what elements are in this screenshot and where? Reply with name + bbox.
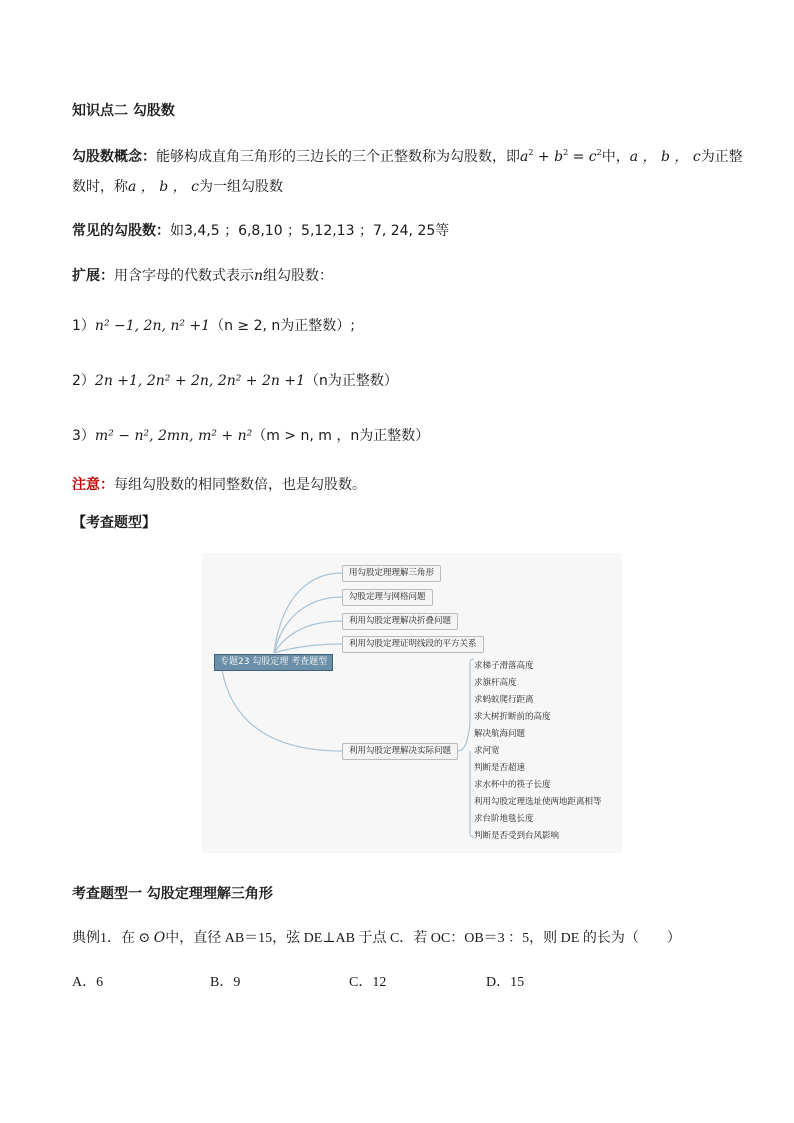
mindmap-leaf-4: 求大树折断前的高度 [474, 712, 551, 722]
concept-line2-b: 为一组勾股数 [198, 179, 283, 195]
formula-1-expr: n² −1, 2n, n² +1 [94, 318, 211, 334]
example-1-option-d: D．15 [486, 975, 525, 990]
concept-text-a: 能够构成直角三角形的三边长的三个正整数称为勾股数，即 [156, 149, 520, 165]
mindmap-leaf-2: 求旗杆高度 [474, 678, 517, 688]
concept-line-2 [72, 177, 283, 197]
type1-title: 考查题型一 勾股定理理解三角形 [72, 886, 273, 902]
extension-text-b: 组勾股数： [263, 268, 334, 284]
extension-label: 扩展： [72, 268, 114, 284]
common-label: 常见的勾股数： [72, 223, 170, 239]
concept-equation: $a^2 + b^2 = c^2$ [520, 148, 602, 165]
concept-line-1 [72, 147, 743, 167]
note-text: 每组勾股数的相同整数倍，也是勾股数。 [114, 477, 366, 493]
example-1-text-b: 中，直径 AB＝15，弦 DE⊥AB 于点 C．若 OC：OB＝3 ：5，则 DE 的长为（ ） [165, 931, 681, 946]
mindmap-diagram [202, 553, 622, 853]
example-1-option-c: C．12 [349, 975, 387, 990]
concept-label: 勾股数概念： [72, 149, 156, 165]
common-line [72, 221, 449, 241]
extension-text-a: 用含字母的代数式表示 [114, 268, 254, 284]
concept-text-b: 中， [601, 149, 630, 165]
concept-vars-1: a ， b ， c [629, 149, 701, 165]
formula-1-cond: （n ≥ 2, n为正整数）; [210, 318, 355, 334]
formula-3-cond: （m > n, m ，n为正整数） [252, 428, 430, 444]
example-1-var-o: O [153, 930, 166, 946]
mindmap-leaf-7: 判断是否超速 [474, 763, 526, 773]
formula-2-num: 2） [72, 373, 95, 389]
mindmap-branch-5: 利用勾股定理解决实际问题 [342, 743, 458, 760]
mindmap-leaf-3: 求蚂蚁爬行距离 [474, 695, 534, 705]
example-1-question [72, 928, 681, 949]
formula-2-expr: 2n +1, 2n² + 2n, 2n² + 2n +1 [94, 373, 306, 389]
note-label: 注意： [72, 477, 114, 493]
mindmap-branch-3: 利用勾股定理解决折叠问题 [342, 613, 458, 630]
concept-line2-a: 数时，称 [72, 179, 128, 195]
mindmap-leaf-11: 判断是否受到台风影响 [474, 831, 560, 841]
extension-var-n: n [254, 268, 264, 284]
mindmap-leaf-5: 解决航海问题 [474, 729, 526, 739]
connector-branch-3 [274, 621, 342, 653]
mindmap-branch-4: 利用勾股定理证明线段的平方关系 [342, 636, 484, 653]
formula-2 [72, 371, 398, 391]
example-1-option-b: B．9 [210, 975, 241, 990]
concept-vars-2: a ， b ， c [128, 179, 199, 195]
connector-branch-4 [274, 644, 342, 653]
formula-2-cond: （n为正整数） [305, 373, 398, 389]
example-1-text-a: 典例1．在 ⊙ [72, 931, 154, 946]
connector-branch-5 [222, 670, 342, 751]
exam-types-heading: 【考查题型】 [72, 515, 156, 531]
connector-leaves [458, 659, 474, 837]
formula-1 [72, 316, 355, 336]
section-title: 知识点二 勾股数 [72, 103, 175, 119]
note-line [72, 475, 366, 495]
formula-1-num: 1） [72, 318, 95, 334]
mindmap-leaf-1: 求梯子滑落高度 [474, 661, 534, 671]
mindmap-root: 专题23 勾股定理 考查题型 [214, 654, 333, 671]
mindmap-branch-2: 勾股定理与网格问题 [342, 589, 433, 606]
formula-3-num: 3） [72, 428, 95, 444]
mindmap-branch-1: 用勾股定理理解三角形 [342, 565, 441, 582]
formula-3 [72, 426, 429, 446]
concept-text-c: 为正整 [700, 149, 743, 165]
mindmap-leaf-10: 求台阶地毯长度 [474, 814, 534, 824]
mindmap-leaf-9: 利用勾股定理选址使两地距离相等 [474, 797, 602, 807]
formula-3-expr: m² − n², 2mn, m² + n² [94, 428, 253, 444]
example-1-option-a: A．6 [72, 975, 104, 990]
extension-line [72, 266, 333, 286]
mindmap-leaf-6: 求河宽 [474, 746, 500, 756]
mindmap-leaf-8: 求水杯中的筷子长度 [474, 780, 551, 790]
common-text: 如3,4,5 ；6,8,10 ；5,12,13 ；7, 24, 25等 [170, 223, 450, 239]
